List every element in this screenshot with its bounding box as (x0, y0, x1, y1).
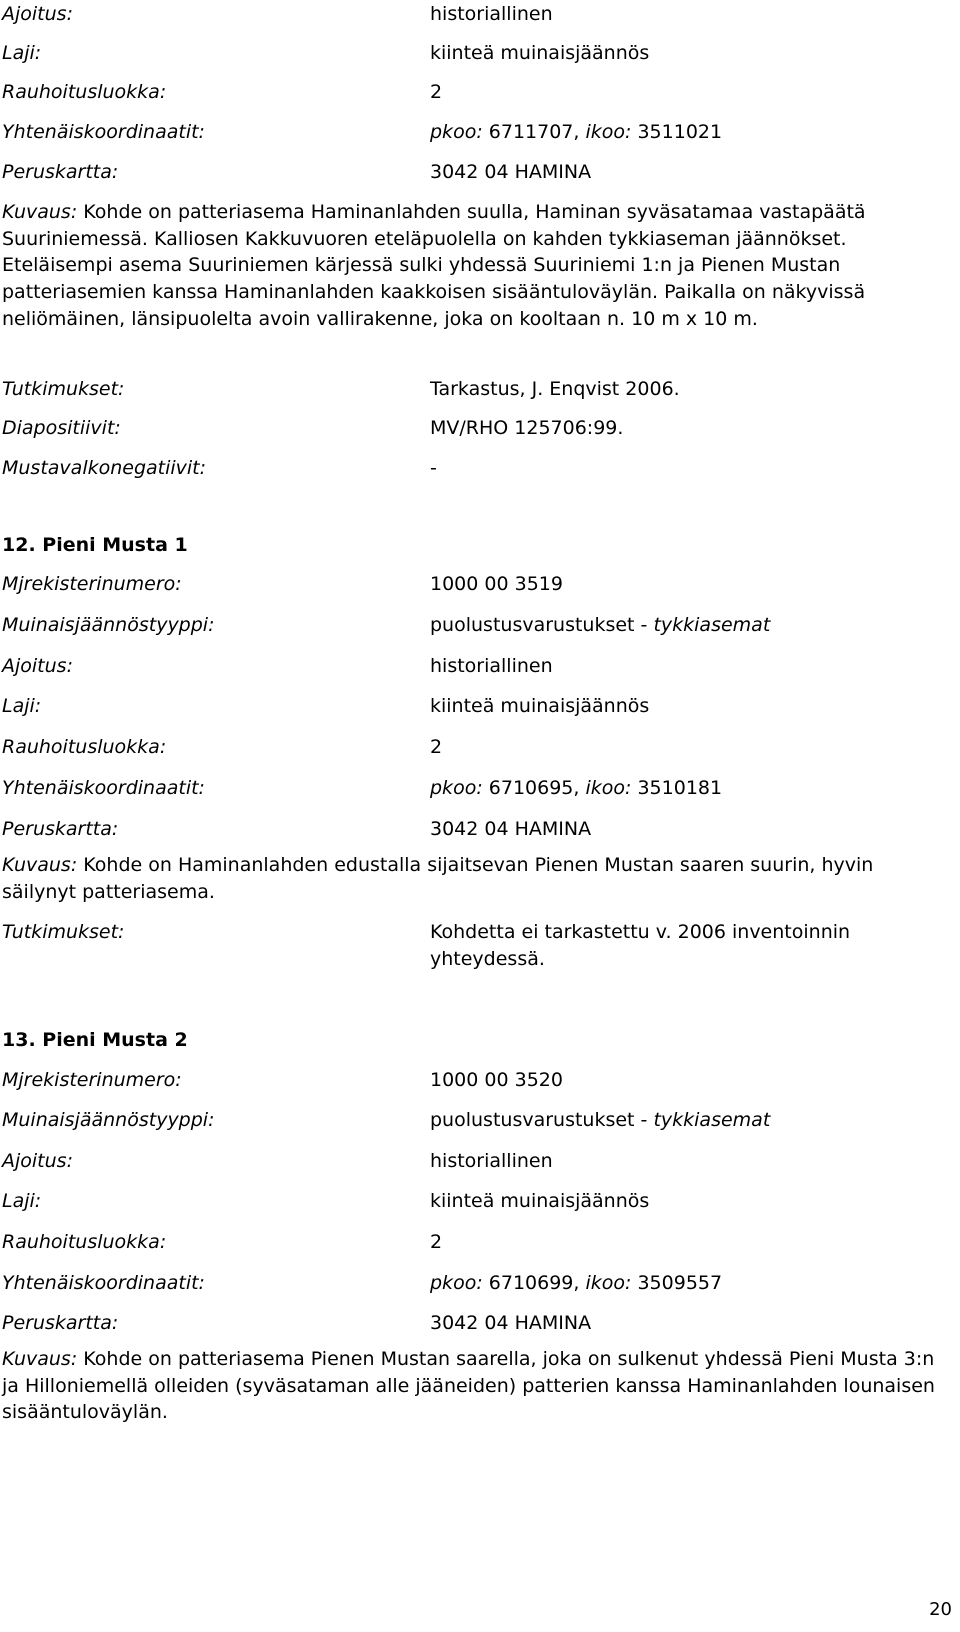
field-value: 3042 04 HAMINA (430, 818, 592, 840)
field-label: Laji: (2, 1190, 42, 1212)
field-value: puolustusvarustukset - tykkiasemat (430, 614, 771, 636)
section-heading: 13. Pieni Musta 2 (2, 1029, 188, 1051)
description-text: Kohde on Haminanlahden edustalla sijaitsevan Pienen Mustan saaren suurin, hyvin säilynyt patteriasema. (2, 854, 874, 903)
field-row (2, 160, 592, 184)
coordinates-value: pkoo: 6711707, ikoo: 3511021 (430, 121, 723, 143)
field-label: Ajoitus: (2, 3, 73, 25)
field-row (2, 1189, 650, 1213)
field-row (2, 613, 771, 637)
field-row (2, 1271, 723, 1295)
field-value: puolustusvarustukset - tykkiasemat (430, 1109, 771, 1131)
field-label: Yhtenäiskoordinaatit: (2, 777, 205, 799)
field-row (2, 1230, 443, 1254)
field-value: kiinteä muinaisjäännös (430, 695, 650, 717)
field-row (2, 456, 437, 480)
field-value: kiinteä muinaisjäännös (430, 1190, 650, 1212)
field-label: Peruskartta: (2, 818, 119, 840)
description-label: Kuvaus: (2, 201, 78, 223)
field-row (2, 735, 443, 759)
field-label: Rauhoitusluokka: (2, 736, 167, 758)
page-number: 20 (929, 1599, 952, 1620)
description-paragraph (2, 1346, 952, 1426)
description-label: Kuvaus: (2, 1348, 78, 1370)
field-label: Peruskartta: (2, 1312, 119, 1334)
field-row (2, 817, 592, 841)
field-value: 2 (430, 736, 443, 758)
field-row (2, 377, 680, 401)
field-value: 3042 04 HAMINA (430, 1312, 592, 1334)
field-row (2, 694, 650, 718)
field-row (2, 41, 650, 65)
field-label: Ajoitus: (2, 1150, 73, 1172)
field-value: 1000 00 3519 (430, 573, 563, 595)
field-label: Yhtenäiskoordinaatit: (2, 121, 205, 143)
description-label: Kuvaus: (2, 854, 78, 876)
field-value: 2 (430, 1231, 443, 1253)
field-value: yhteydessä. (430, 948, 545, 970)
field-label: Muinaisjäännöstyyppi: (2, 614, 215, 636)
field-label: Mjrekisterinumero: (2, 1069, 182, 1091)
description-text: Kohde on patteriasema Pienen Mustan saarella, joka on sulkenut yhdessä Pieni Musta 3:n ja Hilloniemellä olleiden (syväsataman alle jääneiden) patterien kanssa Haminanlahden lounaisen sisääntuloväylän. (2, 1348, 935, 1424)
field-value: - (430, 457, 437, 479)
field-value: historiallinen (430, 3, 553, 25)
field-label: Tutkimukset: (2, 378, 125, 400)
field-row (2, 572, 563, 596)
field-value: 2 (430, 81, 443, 103)
field-label: Yhtenäiskoordinaatit: (2, 1272, 205, 1294)
coordinates-value: pkoo: 6710699, ikoo: 3509557 (430, 1272, 723, 1294)
field-label: Tutkimukset: (2, 921, 125, 943)
field-label: Rauhoitusluokka: (2, 1231, 167, 1253)
field-value: MV/RHO 125706:99. (430, 417, 624, 439)
description-paragraph (2, 852, 952, 905)
field-row (2, 1108, 771, 1132)
field-row (2, 1068, 563, 1092)
field-row (2, 920, 851, 944)
field-label: Mustavalkonegatiivit: (2, 457, 207, 479)
field-label: Diapositiivit: (2, 417, 121, 439)
field-row (2, 1149, 553, 1173)
field-label: Laji: (2, 42, 42, 64)
field-label: Peruskartta: (2, 161, 119, 183)
field-value: historiallinen (430, 1150, 553, 1172)
field-row (2, 776, 723, 800)
field-value: Kohdetta ei tarkastettu v. 2006 inventoinnin (430, 921, 851, 943)
field-row (2, 654, 553, 678)
field-value: kiinteä muinaisjäännös (430, 42, 650, 64)
field-label: Rauhoitusluokka: (2, 81, 167, 103)
field-row (2, 120, 723, 144)
field-value: Tarkastus, J. Enqvist 2006. (430, 378, 680, 400)
field-value: historiallinen (430, 655, 553, 677)
field-row (2, 2, 553, 26)
description-text: Kohde on patteriasema Haminanlahden suulla, Haminan syväsatamaa vastapäätä Suuriniemessä. Kalliosen Kakkuvuoren eteläpuolella on kahden tykkiaseman jäännökset. Eteläisempi asema Suuriniemen kärjessä sulki yhdessä Suuriniemi 1:n ja Pienen Mustan patteriasemien kanssa Haminanlahden kaakkoisen sisääntuloväylän. Paikalla on näkyvissä neliömäinen, länsipuolelta avoin vallirakenne, joka on kooltaan n. 10 m x 10 m. (2, 201, 866, 330)
field-value: 1000 00 3520 (430, 1069, 563, 1091)
description-paragraph (2, 199, 952, 333)
section-heading: 12. Pieni Musta 1 (2, 534, 188, 556)
field-label: Mjrekisterinumero: (2, 573, 182, 595)
field-label: Ajoitus: (2, 655, 73, 677)
field-value: 3042 04 HAMINA (430, 161, 592, 183)
field-label: Laji: (2, 695, 42, 717)
coordinates-value: pkoo: 6710695, ikoo: 3510181 (430, 777, 723, 799)
field-row (2, 1311, 592, 1335)
field-row (2, 80, 443, 104)
field-row (2, 416, 624, 440)
field-label: Muinaisjäännöstyyppi: (2, 1109, 215, 1131)
